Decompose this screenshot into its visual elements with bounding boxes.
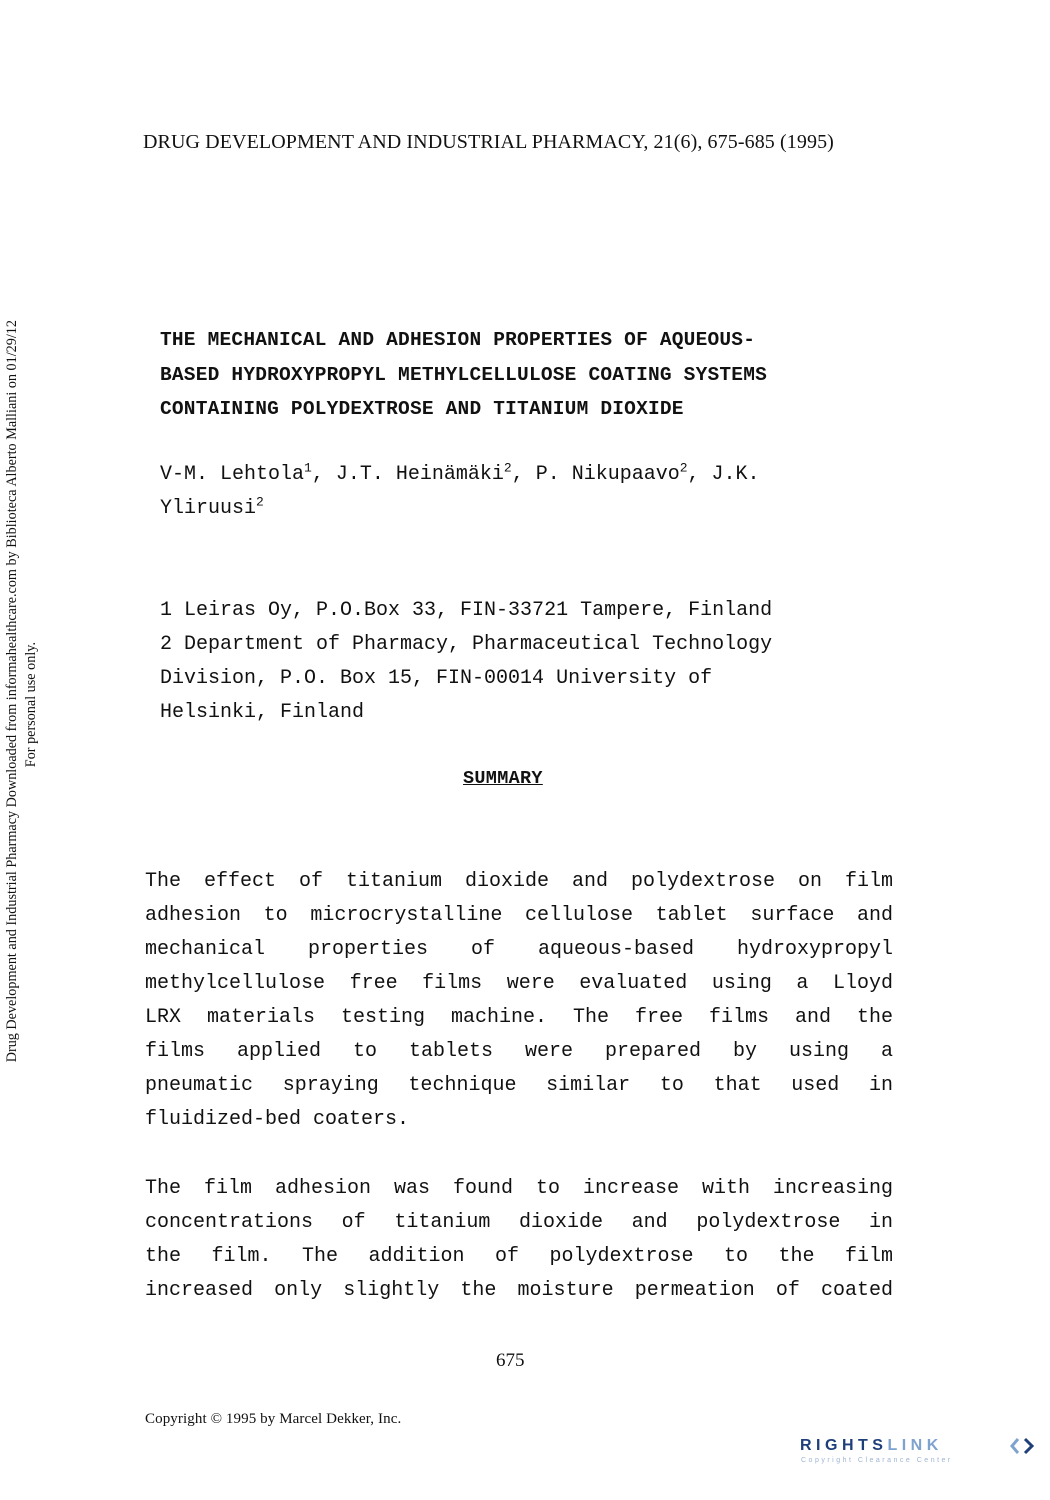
text-line: adhesion to microcrystalline cellulose tablet surface and: [145, 904, 893, 927]
rightslink-logo[interactable]: [800, 1437, 1040, 1473]
affiliation-marker: 1: [304, 460, 312, 476]
affiliation-line: 1 Leiras Oy, P.O.Box 33, FIN-33721 Tampere, Finland: [160, 599, 773, 622]
affiliations: [160, 594, 920, 730]
author-line: [160, 492, 920, 526]
affiliation-marker: 2: [679, 460, 688, 476]
text-line: the film. The addition of polydextrose to the film: [145, 1245, 893, 1268]
text-line: increased only slightly the moisture permeation of coated: [145, 1279, 893, 1302]
logo-rights-text: RIGHTS: [800, 1437, 888, 1454]
page-number: 675: [496, 1350, 525, 1371]
affiliation-marker: 2: [503, 460, 512, 476]
article-title: [160, 323, 920, 427]
summary-paragraph: [145, 865, 893, 1137]
title-line: CONTAINING POLYDEXTROSE AND TITANIUM DIOXIDE: [160, 398, 684, 420]
text-line: LRX materials testing machine. The free films and the: [145, 1006, 893, 1029]
title-line: BASED HYDROXYPROPYL METHYLCELLULOSE COATING SYSTEMS: [160, 363, 767, 386]
journal-citation: DRUG DEVELOPMENT AND INDUSTRIAL PHARMACY, 21(6), 675-685 (1995): [143, 131, 834, 153]
text-line: fluidized-bed coaters.: [145, 1108, 410, 1131]
text-line: mechanical properties of aqueous-based hydroxypropyl: [145, 938, 893, 961]
author-name: V-M. Lehtola: [160, 463, 305, 486]
logo-subtitle: Copyright Clearance Center: [801, 1457, 953, 1464]
affiliation-marker: 2: [256, 494, 264, 510]
watermark-line-2: For personal use only.: [23, 642, 39, 768]
text-line: The effect of titanium dioxide and polydextrose on film: [145, 870, 893, 893]
affiliation-line: Division, P.O. Box 15, FIN-00014 University of: [160, 667, 713, 690]
logo-link-text: LINK: [887, 1437, 943, 1454]
author-name: Yliruusi: [160, 497, 257, 520]
author-line: [160, 458, 920, 492]
title-line: THE MECHANICAL AND ADHESION PROPERTIES OF AQUEOUS-: [160, 329, 756, 351]
affiliation-line: Helsinki, Finland: [160, 701, 365, 724]
affiliation-line: 2 Department of Pharmacy, Pharmaceutical Technology: [160, 633, 773, 656]
copyright-notice: Copyright © 1995 by Marcel Dekker, Inc.: [145, 1411, 402, 1427]
author-name: , J.K.: [687, 463, 760, 486]
author-name: , P. Nikupaavo: [511, 463, 680, 486]
author-list: [160, 458, 920, 526]
download-watermark: [0, 320, 48, 1180]
author-name: , J.T. Heinämäki: [311, 463, 504, 486]
text-line: concentrations of titanium dioxide and polydextrose in: [145, 1211, 893, 1234]
summary-paragraph: [145, 1172, 893, 1308]
watermark-line-1: Drug Development and Industrial Pharmacy Downloaded from informahealthcare.com by Biblioteca Alberto Malliani on 01/29/12: [4, 320, 20, 1063]
chevron-arrows-icon: [1010, 1437, 1036, 1455]
text-line: films applied to tablets were prepared by using a: [145, 1040, 893, 1063]
text-line: methylcellulose free films were evaluated using a Lloyd: [145, 972, 893, 995]
text-line: pneumatic spraying technique similar to that used in: [145, 1074, 893, 1097]
logo-wordmark: [800, 1437, 943, 1455]
summary-heading: SUMMARY: [463, 768, 543, 789]
text-line: The film adhesion was found to increase with increasing: [145, 1177, 893, 1200]
